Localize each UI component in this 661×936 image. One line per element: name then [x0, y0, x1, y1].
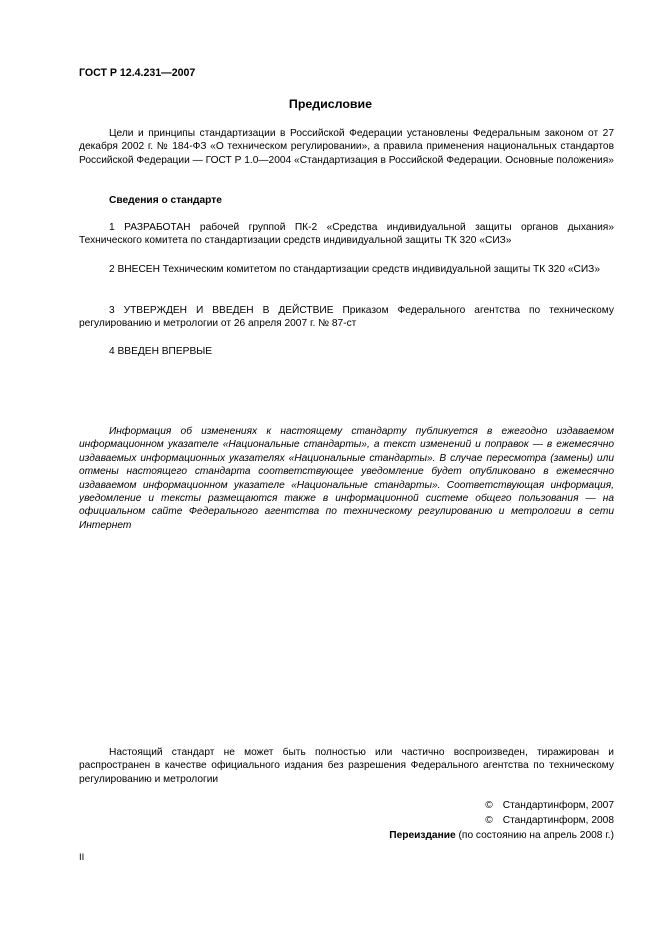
- section-subheading: Сведения о стандарте: [109, 195, 222, 206]
- document-code: ГОСТ Р 12.4.231—2007: [79, 67, 196, 79]
- copyright-icon: ©: [485, 815, 493, 826]
- list-item-developed: 1 РАЗРАБОТАН рабочей группой ПК-2 «Средства индивидуальной защиты органов дыхания» Технического комитета по стандартизации средств индивидуальной защиты ТК 320 «СИЗ»: [79, 222, 614, 247]
- copyright-holder-2007: Стандартинформ, 2007: [502, 800, 614, 811]
- copyright-icon: ©: [485, 800, 493, 811]
- page-number: II: [79, 852, 85, 863]
- list-item-approved: 3 УТВЕРЖДЕН И ВВЕДЕН В ДЕЙСТВИЕ Приказом Федерального агентства по техническому регулированию и метрологии от 26 апреля 2007 г. № 87-ст: [79, 305, 614, 330]
- copyright-line-2007: [485, 799, 614, 812]
- reissue-line: [389, 829, 614, 842]
- copyright-holder-2008: Стандартинформ, 2008: [502, 815, 614, 826]
- changes-info-notice: Информация об изменениях к настоящему стандарту публикуется в ежегодно издаваемом информационном указателе «Национальные стандарты», а текст изменений и поправок — в ежемесячно издаваемых информационных указателях «Национальные стандарты». В случае пересмотра (замены) или отмены настоящего стандарта соответствующее уведомление будет опубликовано в ежемесячно издаваемом информационном указателе «Национальные стандарты». Соответствующая информация, уведомление и тексты размещаются также в информационной системе общего пользования — на официальном сайте Федерального агентства по техническому регулированию и метрологии в сети Интернет: [79, 426, 614, 531]
- list-item-first-time: 4 ВВЕДЕН ВПЕРВЫЕ: [109, 346, 213, 357]
- copyright-notice: Настоящий стандарт не может быть полностью или частично воспроизведен, тиражирован и распространен в качестве официального издания без разрешения Федерального агентства по техническому регулированию и метрологии: [79, 747, 614, 785]
- page-title: Предисловие: [288, 97, 373, 111]
- intro-paragraph: Цели и принципы стандартизации в Российской Федерации установлены Федеральным законом от 27 декабря 2002 г. № 184-ФЗ «О техническом регулировании», а правила применения национальных стандартов Российской Федерации — ГОСТ Р 1.0—2004 «Стандартизация в Российской Федерации. Основные положения»: [79, 128, 614, 166]
- reissue-note: (по состоянию на апрель 2008 г.): [458, 830, 614, 841]
- copyright-line-2008: [485, 814, 614, 827]
- reissue-label: Переиздание: [389, 830, 456, 841]
- list-item-introduced: 2 ВНЕСЕН Техническим комитетом по стандартизации средств индивидуальной защиты ТК 320 «СИЗ»: [109, 264, 601, 275]
